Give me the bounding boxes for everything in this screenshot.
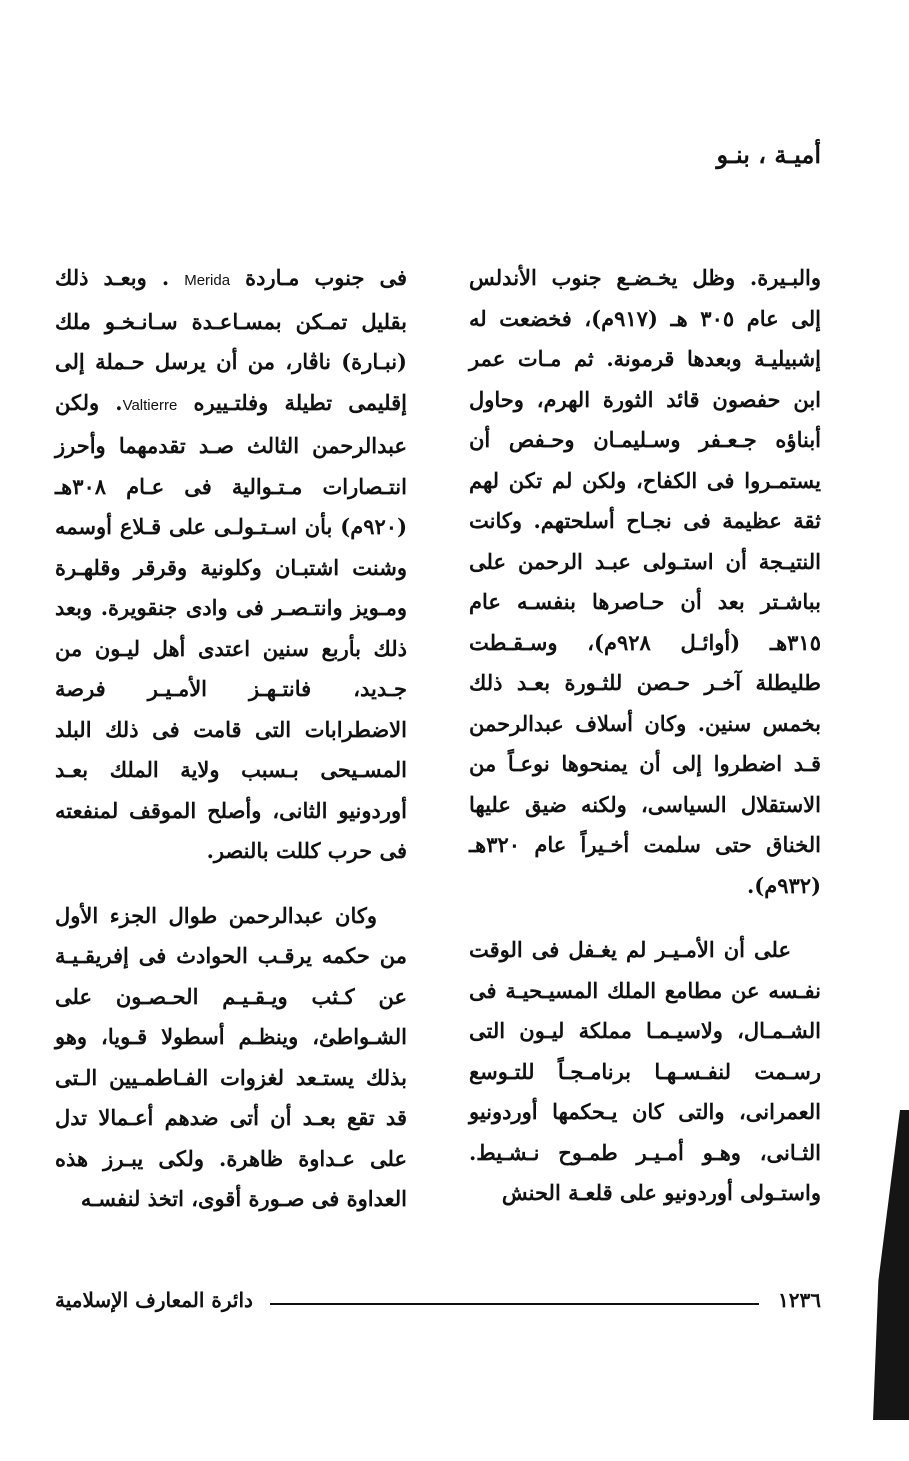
scan-edge-shadow bbox=[873, 1110, 909, 1420]
latin-term-merida: Merida bbox=[184, 272, 231, 289]
publication-title: دائرة المعارف الإسلامية bbox=[55, 1288, 253, 1312]
left-p1-segment-c: . ولكن عبدالرحمن الثالث صـد تقدمهما وأحرز انتـصارات مـتـوالية فى عـام ٣٠٨هـ (٩٢٠م) بأن اسـتـولـى على قـلاع أوسمه وشنت اشتبـان وكلونية وقرقر وقلهـرة ومـويز وانتـصـر فى وادى جنقويرة. وبعد ذلك بأربع سنين اعتدى أهل ليـون من جـديد، فانتـهـز الأمـيـر فرصة الاضطرابات التى قامت فى ذلك البلد المسـيحى بـسبب ولاية الملك بعـد أوردونيو الثانى، وأصلح الموقف لمنفعته فى حرب كللت بالنصر. bbox=[55, 389, 407, 863]
left-column bbox=[55, 258, 407, 1244]
footer-rule bbox=[270, 1303, 759, 1305]
right-column bbox=[469, 258, 821, 1238]
running-head: أميـة ، بنـو bbox=[716, 140, 821, 169]
left-paragraph-1 bbox=[55, 258, 407, 872]
right-paragraph-2: على أن الأمـيـر لم يغـفل فى الوقت نفـسه عن مطامع الملك المسيـحيـة فى الشـمـال، ولاسيـمـا مملكة ليـون التى رسـمت لنفـسـهـا برنامـجـاً للتـوسع العمرانى، والتى كان يـحكمها أوردونيو الثـانى، وهـو أمـيـر طمـوح نـشـيط. واستـولى أوردونيو على قلعـة الحنش bbox=[469, 937, 821, 1205]
left-p1-segment-b: . وبعـد ذلك بقليل تمـكن بمسـاعـدة سـانـخـو ملك (نبـارة) ناڤار، من أن يرسل حـملة إلى إقليمى تطيلة وفلتـييره bbox=[55, 265, 407, 415]
left-paragraph-2: وكان عبدالرحمن طوال الجزء الأول من حكمه يرقـب الحوادث فى إفريقـيـة عن كـثب ويـقـيـم الحـصـون على الشـواطئ، وينظـم أسطولا قـويا، وهو بذلك يستـعد لغزوات الفـاطمـيين الـتى قد تقع بعـد أن أتى ضدهم أعـمالا تدل على عـداوة ظاهرة. ولكى يبـرز هذه العداوة فى صـورة أقوى، اتخذ لنفسـه bbox=[55, 902, 407, 1211]
page-number: ١٢٣٦ bbox=[778, 1288, 821, 1312]
latin-term-valtierre: Valtierre bbox=[122, 396, 178, 414]
page-footer bbox=[55, 1288, 821, 1318]
left-p1-segment-a: فى جنوب مـاردة bbox=[245, 265, 408, 290]
right-paragraph-1: والبـيرة. وظل يخـضـع جنوب الأندلس إلى عام ٣٠٥ هـ (٩١٧م)، فخضعت له إشبيليـة وبعدها قرمونة. ثم مـات عمر ابن حفصون قائد الثورة الهرم، وحاول أبناؤه جـعـفر وسـليمـان وحـفص أن يستمـروا فى الكفاح، ولكن لم تكن لهم ثقة عظيمة فى نجـاح أسلحتهم. وكانت النتيـجة أن استـولى عبـد الرحمن على بباشـتر بعد أن حـاصرها بنفسـه عام ٣١٥هـ (أوائـل ٩٢٨م)، وسـقـطت طليطلة آخـر حـصن للثـورة بعـد ذلك بخمس سنين. وكان أسلاف عبدالرحمن قـد اضطروا إلى أن يمنحوها نوعـاً من الاستقلال السياسى، ولكنه ضيق عليها الخناق حتى سلمت أخـيراً عام ٣٢٠هـ (٩٣٢م). bbox=[469, 265, 821, 898]
